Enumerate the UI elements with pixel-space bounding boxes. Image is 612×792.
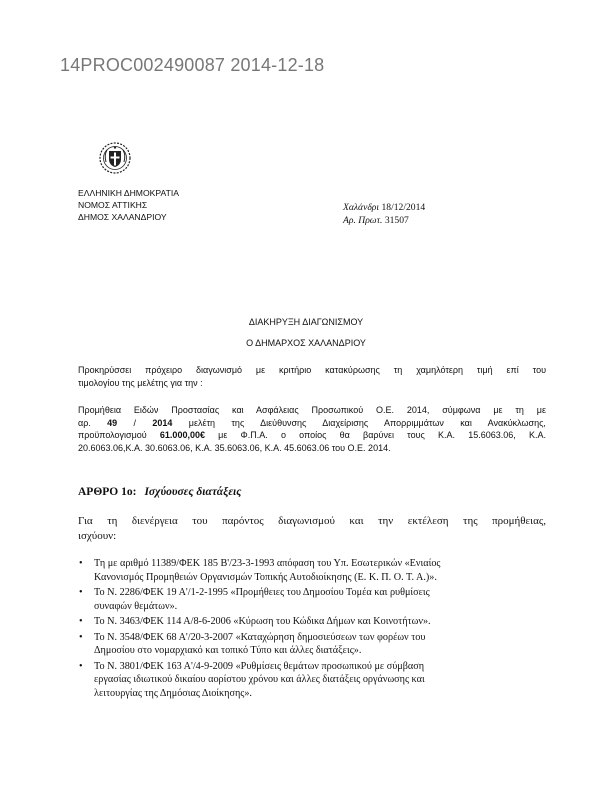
place-label: Χαλάνδρι — [343, 202, 380, 213]
budget-amount: 61.000,00€ — [159, 430, 205, 440]
intro-line: Προκηρύσσει πρόχειρο διαγωνισμό με κριτήριο κατακύρωσης τη χαμηλότερη τιμή επί του — [78, 365, 546, 375]
list-item: • Το Ν. 3463/ΦΕΚ 114 Α/8-6-2006 «Κύρωση του Κώδικα Δήμων και Κοινοτήτων». — [79, 616, 431, 627]
protocol-label: Αρ. Πρωτ. — [343, 214, 383, 226]
study-year: 2014 — [152, 417, 173, 428]
document-date: 18/12/2014 — [381, 202, 426, 213]
legislation-list — [78, 557, 546, 702]
intro-paragraph — [78, 364, 546, 389]
article-title: Ισχύουσες διατάξεις — [144, 486, 242, 498]
date-block — [343, 202, 425, 227]
list-item: • Το Ν. 3548/ΦΕΚ 68 Α'/20-3-2007 «Καταχώρηση δημοσιεύσεων των φορέων του Δημοσίου στο νομαρχιακό και τοπικό Τύπο και άλλες διατάξεις». — [79, 631, 426, 656]
list-item: • Το Ν. 2286/ΦΕΚ 19 Α'/1-2-1995 «Προμήθειες του Δημοσίου Τομέα και ρυθμίσεις συναφών θεμάτων». — [79, 587, 430, 612]
bullet-icon: • — [79, 587, 83, 598]
subject-line: Προμήθεια Ειδών Προστασίας και Ασφάλειας Προσωπικού Ο.Ε. 2014, σύμφωνα με τη με — [78, 405, 546, 415]
list-item: • Το Ν. 3801/ΦΕΚ 163 Α'/4-9-2009 «Ρυθμίσεις θεμάτων προσωπικού με σύμβαση εργασίας ιδιωτικού δικαίου αορίστου χρόνου και άλλες διατάξεις οργάνωσης και λειτουργίας της Δημόσιας Διοίκησης». — [79, 660, 425, 699]
protocol-number: 31507 — [384, 214, 409, 226]
article-intro-paragraph — [78, 514, 546, 544]
bullet-icon: • — [79, 616, 83, 627]
greek-coat-of-arms-icon — [98, 141, 132, 175]
mayor-heading: Ο ΔΗΜΑΡΧΟΣ ΧΑΛΑΝΔΡΙΟΥ — [246, 338, 366, 348]
subject-line: 20.6063.06,Κ.Α. 30.6063.06, Κ.Α. 35.6063.06, Κ.Α. 45.6063.06 του Ο.Ε. 2014. — [78, 442, 391, 453]
bullet-icon: • — [79, 631, 83, 643]
document-id: 14PROC002490087 2014-12-18 — [60, 55, 325, 75]
article-intro-line: ισχύουν: — [78, 530, 117, 542]
sender-municipality: ΔΗΜΟΣ ΧΑΛΑΝΔΡΙΟΥ — [78, 212, 167, 222]
subject-line: αρ. 49 / 2014 μελέτη της Διεύθυνσης Διαχείρισης Απορριμμάτων και Ανακύκλωσης, — [78, 417, 546, 428]
intro-line: τιμολογίου της μελέτης για την : — [78, 377, 203, 388]
notice-heading: ΔΙΑΚΗΡΥΞΗ ΔΙΑΓΩΝΙΣΜΟΥ — [248, 317, 364, 327]
bullet-icon: • — [79, 660, 83, 672]
list-item: • Τη με αριθμό 11389/ΦΕΚ 185 Β'/23-3-1993 απόφαση του Υπ. Εσωτερικών «Ενιαίος Κανονισμός Προμηθειών Οργανισμών Τοπικής Αυτοδιοίκησης (Ε. Κ. Π. Ο. Τ. Α.)». — [79, 558, 441, 583]
article-number: ΑΡΘΡΟ 1ο: — [78, 486, 137, 498]
bullet-icon: • — [79, 558, 83, 569]
article-heading — [78, 486, 241, 498]
subject-paragraph — [78, 404, 546, 454]
article-intro-line: Για τη διενέργεια του παρόντος διαγωνισμού και την εκτέλεση της προμήθειας, — [78, 515, 546, 527]
sender-block — [78, 187, 179, 223]
sender-country: ΕΛΛΗΝΙΚΗ ΔΗΜΟΚΡΑΤΙΑ — [78, 188, 179, 198]
subject-line: προϋπολογισμού 61.000,00€ με Φ.Π.Α. ο οποίος θα βαρύνει τους Κ.Α. 15.6063.06, Κ.Α. — [78, 430, 546, 440]
sender-prefecture: ΝΟΜΟΣ ΑΤΤΙΚΗΣ — [78, 200, 148, 210]
study-number: 49 — [107, 417, 118, 428]
